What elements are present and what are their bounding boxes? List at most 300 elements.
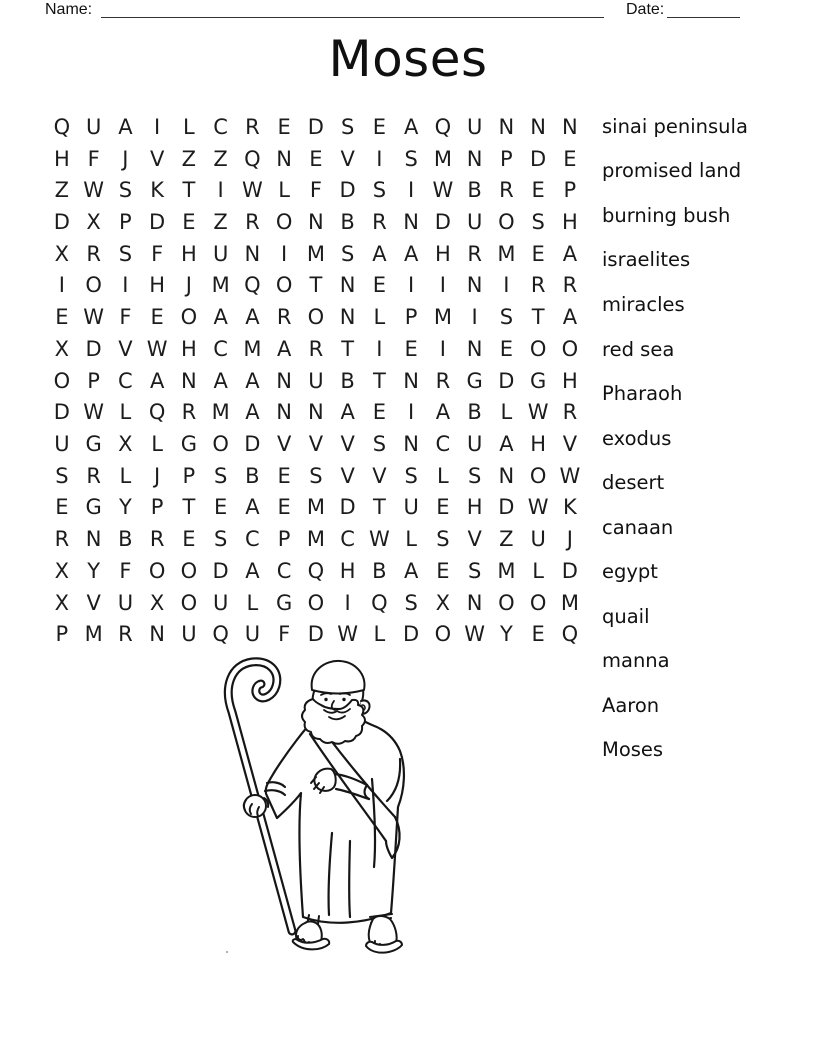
grid-letter: E (182, 210, 196, 235)
grid-letter: D (498, 368, 515, 393)
grid-letter: U (212, 241, 229, 266)
word-list-item: quail (602, 604, 650, 628)
grid-letter: P (404, 305, 418, 330)
grid-letter: R (118, 622, 133, 647)
grid-letter: D (244, 432, 261, 457)
grid-letter: S (499, 305, 514, 330)
grid-letter: E (436, 558, 450, 583)
grid-letter: T (309, 273, 323, 298)
grid-letter: P (563, 178, 577, 203)
grid-letter: S (340, 241, 355, 266)
grid-letter: E (150, 305, 164, 330)
grid-letter: T (372, 495, 386, 520)
grid-letter: Z (213, 146, 228, 171)
grid-letter: D (212, 558, 229, 583)
grid-letter: V (467, 527, 482, 552)
grid-letter: O (148, 558, 166, 583)
grid-letter: S (467, 558, 482, 583)
grid-letter: R (435, 368, 451, 393)
grid-letter: W (146, 336, 168, 361)
grid-letter: P (150, 495, 164, 520)
grid-letter: L (119, 463, 132, 488)
grid-letter: X (54, 336, 70, 361)
word-list-item: manna (602, 649, 670, 673)
grid-letter: L (151, 432, 163, 457)
grid-letter: P (119, 210, 132, 235)
grid-letter: U (466, 432, 483, 457)
grid-letter: H (149, 273, 166, 298)
grid-letter: J (154, 463, 161, 488)
grid-letter: P (277, 527, 291, 552)
grid-letter: S (309, 463, 323, 488)
grid-letter: J (566, 527, 573, 552)
word-list-item: burning bush (602, 203, 731, 227)
grid-letter: V (372, 463, 387, 488)
grid-letter: M (433, 146, 452, 171)
grid-letter: I (154, 114, 161, 139)
grid-letter: C (340, 527, 355, 552)
grid-letter: R (467, 241, 482, 266)
grid-letter: A (499, 432, 514, 457)
grid-letter: G (85, 495, 102, 520)
grid-letter: N (466, 590, 483, 615)
grid-letter: R (149, 527, 165, 552)
grid-letter: X (54, 241, 70, 266)
grid-letter: N (498, 463, 515, 488)
grid-letter: O (85, 273, 102, 298)
grid-letter: X (149, 590, 165, 615)
grid-letter: O (498, 210, 515, 235)
grid-letter: W (527, 495, 549, 520)
grid-letter: U (530, 527, 546, 552)
grid-letter: R (308, 336, 324, 361)
grid-letter: Q (53, 114, 71, 139)
grid-letter: E (309, 146, 323, 171)
date-label: Date: (626, 1, 665, 18)
grid-letter: D (434, 210, 451, 235)
grid-letter: E (277, 495, 291, 520)
grid-letter: R (562, 400, 578, 425)
grid-letter: L (373, 622, 386, 647)
grid-letter: A (245, 495, 260, 520)
grid-letter: C (245, 527, 260, 552)
grid-letter: O (529, 463, 547, 488)
grid-letter: W (368, 527, 390, 552)
grid-letter: F (151, 241, 164, 266)
word-list-item: desert (602, 471, 665, 495)
date-blank-line (667, 0, 740, 18)
page-speck (226, 951, 228, 953)
grid-letter: N (308, 400, 324, 425)
word-list-item: egypt (602, 560, 658, 584)
grid-letter: Y (499, 622, 513, 647)
grid-letter: V (276, 432, 292, 457)
grid-letter: C (213, 114, 228, 139)
grid-letter: D (561, 558, 578, 583)
grid-letter: R (86, 463, 101, 488)
grid-letter: A (118, 114, 133, 139)
grid-letter: B (118, 527, 133, 552)
grid-letter: L (183, 114, 195, 139)
grid-letter: M (211, 273, 230, 298)
grid-letter: L (119, 400, 132, 425)
grid-letter: D (53, 400, 70, 425)
grid-letter: U (466, 114, 483, 139)
grid-letter: W (527, 400, 549, 425)
grid-letter: D (149, 210, 166, 235)
grid-letter: O (529, 336, 547, 361)
grid-letter: O (561, 336, 579, 361)
grid-letter: A (403, 114, 419, 139)
grid-letter: W (559, 463, 581, 488)
grid-letter: G (85, 432, 102, 457)
grid-letter: T (372, 368, 386, 393)
grid-letter: E (499, 336, 514, 361)
grid-letter: A (372, 241, 387, 266)
grid-letter: O (275, 273, 293, 298)
grid-letter: S (531, 210, 545, 235)
grid-letter: U (308, 368, 324, 393)
grid-letter: S (372, 432, 387, 457)
grid-letter: N (276, 400, 292, 425)
grid-letter: I (408, 400, 415, 425)
grid-letter: R (181, 400, 197, 425)
grid-letter: I (376, 336, 383, 361)
grid-letter: U (466, 210, 483, 235)
grid-letter: M (306, 241, 325, 266)
grid-letter: H (466, 495, 483, 520)
grid-letter: C (118, 368, 133, 393)
grid-letter: S (118, 241, 133, 266)
grid-letter: A (403, 241, 419, 266)
grid-letter: N (181, 368, 197, 393)
grid-letter: E (372, 114, 387, 139)
grid-letter: W (432, 178, 454, 203)
grid-letter: V (86, 590, 101, 615)
grid-letter: E (182, 527, 196, 552)
grid-letter: V (340, 146, 355, 171)
grid-letter: P (500, 146, 513, 171)
grid-letter: R (276, 305, 292, 330)
grid-letter: I (281, 241, 288, 266)
grid-letter: O (180, 590, 198, 615)
grid-letter: I (58, 273, 65, 298)
grid-letter: R (86, 241, 101, 266)
grid-letter: Q (561, 622, 579, 647)
word-list-item: israelites (602, 248, 691, 272)
grid-letter: E (372, 400, 387, 425)
grid-letter: D (53, 210, 70, 235)
grid-letter: H (339, 558, 356, 583)
grid-letter: O (53, 368, 71, 393)
grid-letter: O (498, 590, 515, 615)
word-search-grid (46, 111, 586, 650)
grid-letter: X (118, 432, 133, 457)
grid-letter: A (245, 400, 260, 425)
grid-letter: H (434, 241, 451, 266)
word-list-item: miracles (602, 292, 685, 316)
grid-letter: N (530, 114, 546, 139)
grid-letter: I (217, 178, 224, 203)
grid-letter: W (464, 622, 485, 647)
grid-letter: N (276, 368, 292, 393)
grid-letter: E (55, 305, 69, 330)
grid-letter: L (437, 463, 449, 488)
grid-letter: H (561, 368, 578, 393)
grid-letter: Z (213, 210, 228, 235)
grid-letter: Y (87, 558, 101, 583)
name-label: Name: (45, 1, 93, 18)
grid-letter: C (276, 558, 292, 583)
grid-letter: I (439, 336, 446, 361)
grid-letter: M (84, 622, 103, 647)
grid-letter: R (499, 178, 514, 203)
grid-letter: D (339, 178, 356, 203)
grid-letter: T (182, 495, 196, 520)
grid-letter: V (340, 432, 355, 457)
moses-line-art (215, 655, 425, 965)
grid-letter: L (373, 305, 386, 330)
name-blank-line (101, 0, 604, 18)
grid-letter: M (211, 400, 230, 425)
grid-letter: S (213, 463, 228, 488)
grid-letter: D (339, 495, 356, 520)
grid-letter: F (119, 305, 132, 330)
grid-letter: Q (244, 273, 261, 298)
grid-letter: N (85, 527, 102, 552)
grid-letter: O (307, 590, 325, 615)
grid-letter: E (372, 273, 387, 298)
grid-letter: S (213, 527, 228, 552)
word-list-item: Pharaoh (602, 382, 683, 406)
grid-letter: I (503, 273, 510, 298)
grid-letter: W (83, 305, 104, 330)
grid-letter: F (87, 146, 100, 171)
grid-letter: D (498, 495, 515, 520)
grid-letter: V (562, 432, 578, 457)
grid-letter: U (181, 622, 197, 647)
grid-letter: O (275, 210, 293, 235)
grid-letter: S (404, 463, 418, 488)
grid-letter: J (122, 146, 129, 171)
grid-letter: U (54, 432, 70, 457)
grid-letter: X (435, 590, 451, 615)
grid-letter: Q (307, 558, 325, 583)
grid-letter: H (180, 241, 197, 266)
grid-letter: O (529, 590, 547, 615)
grid-letter: O (307, 305, 325, 330)
grid-letter: D (403, 622, 420, 647)
grid-letter: A (435, 400, 451, 425)
grid-letter: A (213, 368, 228, 393)
grid-letter: N (403, 432, 419, 457)
grid-letter: H (53, 146, 70, 171)
word-list-item: sinai peninsula (602, 114, 748, 138)
grid-letter: N (339, 305, 356, 330)
grid-letter: D (307, 622, 324, 647)
grid-letter: K (562, 495, 577, 520)
grid-letter: I (376, 146, 383, 171)
grid-letter: M (306, 527, 325, 552)
grid-letter: A (276, 336, 292, 361)
grid-letter: H (530, 432, 547, 457)
grid-letter: F (309, 178, 322, 203)
grid-letter: E (531, 241, 545, 266)
grid-letter: H (561, 210, 578, 235)
grid-letter: L (405, 527, 417, 552)
grid-letter: L (500, 400, 513, 425)
grid-letter: E (531, 622, 545, 647)
grid-letter: E (531, 178, 545, 203)
grid-letter: A (245, 305, 260, 330)
grid-letter: Z (181, 146, 197, 171)
grid-letter: A (562, 305, 578, 330)
grid-letter: K (150, 178, 165, 203)
grid-letter: L (246, 590, 259, 615)
grid-letter: X (54, 590, 70, 615)
grid-letter: S (404, 590, 418, 615)
grid-letter: J (185, 273, 192, 298)
word-list-item: Moses (602, 738, 664, 762)
puzzle-title: Moses (328, 30, 488, 88)
grid-letter: N (276, 146, 292, 171)
grid-letter: S (436, 527, 450, 552)
grid-letter: W (83, 178, 104, 203)
grid-letter: Q (434, 114, 452, 139)
grid-letter: F (119, 558, 132, 583)
grid-letter: R (245, 114, 260, 139)
grid-letter: I (408, 178, 415, 203)
grid-letter: G (529, 368, 547, 393)
word-list-item: canaan (602, 515, 674, 539)
grid-letter: R (562, 273, 578, 298)
grid-letter: T (531, 305, 545, 330)
grid-letter: I (408, 273, 415, 298)
grid-letter: X (86, 210, 101, 235)
word-list-item: Aaron (602, 693, 660, 717)
grid-letter: U (85, 114, 102, 139)
grid-letter: X (54, 558, 70, 583)
grid-letter: H (180, 336, 197, 361)
grid-letter: S (118, 178, 133, 203)
grid-letter: B (245, 463, 260, 488)
grid-letter: B (467, 400, 482, 425)
word-list-item: red sea (602, 337, 675, 361)
grid-letter: B (340, 368, 355, 393)
grid-letter: D (307, 114, 324, 139)
grid-letter: M (560, 590, 579, 615)
grid-letter: E (55, 495, 69, 520)
word-list-item: exodus (602, 426, 672, 450)
grid-letter: E (404, 336, 418, 361)
grid-letter: A (340, 400, 355, 425)
grid-letter: N (466, 336, 483, 361)
grid-letter: G (180, 432, 198, 457)
grid-letter: U (244, 622, 261, 647)
grid-letter: S (372, 178, 387, 203)
grid-letter: O (434, 622, 452, 647)
grid-letter: W (83, 400, 104, 425)
grid-letter: B (467, 178, 482, 203)
grid-letter: E (277, 463, 291, 488)
grid-letter: A (149, 368, 165, 393)
grid-letter: M (243, 336, 262, 361)
grid-letter: I (122, 273, 129, 298)
grid-letter: O (212, 432, 229, 457)
grid-letter: G (275, 590, 293, 615)
grid-letter: P (87, 368, 100, 393)
grid-letter: Y (118, 495, 132, 520)
grid-letter: D (85, 336, 102, 361)
grid-letter: N (403, 368, 419, 393)
grid-letter: N (308, 210, 324, 235)
grid-letter: S (340, 114, 355, 139)
grid-letter: M (497, 558, 516, 583)
grid-letter: R (530, 273, 546, 298)
grid-letter: W (241, 178, 263, 203)
grid-letter: A (245, 368, 260, 393)
grid-letter: N (244, 241, 261, 266)
grid-letter: E (277, 114, 291, 139)
word-list-item: promised land (602, 159, 742, 183)
grid-letter: B (340, 210, 355, 235)
grid-letter: S (404, 146, 418, 171)
grid-letter: F (278, 622, 291, 647)
grid-letter: M (497, 241, 516, 266)
moses-illustration (215, 655, 425, 965)
grid-letter: S (55, 463, 69, 488)
grid-letter: L (532, 558, 544, 583)
grid-letter: E (213, 495, 228, 520)
grid-letter: P (182, 463, 196, 488)
grid-letter: Q (244, 146, 261, 171)
grid-letter: C (435, 432, 451, 457)
grid-letter: V (340, 463, 355, 488)
grid-letter: S (467, 463, 482, 488)
grid-letter: R (245, 210, 260, 235)
grid-letter: P (55, 622, 69, 647)
grid-letter: V (118, 336, 133, 361)
grid-letter: N (339, 273, 356, 298)
grid-letter: L (278, 178, 290, 203)
grid-letter: O (180, 558, 198, 583)
grid-letter: Q (148, 400, 166, 425)
grid-letter: I (439, 273, 446, 298)
grid-letter: O (180, 305, 198, 330)
word-list (602, 104, 748, 772)
grid-letter: I (471, 305, 478, 330)
grid-letter: V (149, 146, 165, 171)
grid-letter: Z (499, 527, 514, 552)
grid-letter: Q (371, 590, 388, 615)
grid-letter: G (466, 368, 483, 393)
grid-letter: N (466, 273, 483, 298)
grid-letter: Z (54, 178, 70, 203)
grid-letter: Q (212, 622, 229, 647)
grid-letter: U (212, 590, 229, 615)
grid-letter: R (372, 210, 387, 235)
grid-letter: R (54, 527, 70, 552)
grid-letter: E (436, 495, 450, 520)
grid-letter: A (245, 558, 260, 583)
grid-letter: N (498, 114, 515, 139)
grid-letter: N (403, 210, 419, 235)
grid-letter: N (466, 146, 483, 171)
grid-letter: B (372, 558, 387, 583)
grid-letter: D (530, 146, 547, 171)
grid-letter: N (562, 114, 578, 139)
grid-letter: A (562, 241, 578, 266)
